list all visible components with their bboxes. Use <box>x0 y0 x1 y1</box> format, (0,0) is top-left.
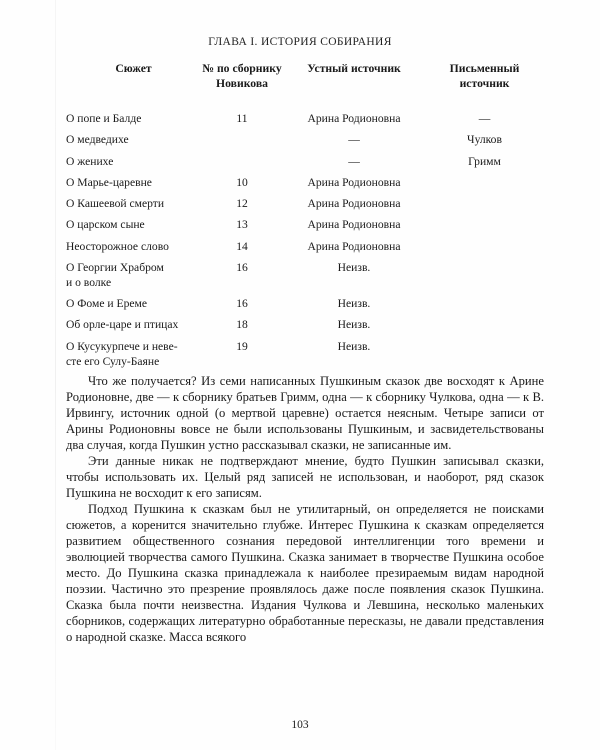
cell-oral-source: Неизв. <box>337 318 371 332</box>
cell-subject <box>66 108 201 129</box>
table-row <box>66 150 544 171</box>
cell-written-source <box>425 172 544 193</box>
cell-subject-line1: О попе и Балде <box>66 112 142 126</box>
cell-written-source: — <box>478 112 491 126</box>
cell-written-source <box>425 257 544 293</box>
cell-subject <box>66 235 201 256</box>
cell-written-source <box>425 293 544 314</box>
cell-oral-source: — <box>348 133 360 147</box>
table-header-row <box>66 62 544 108</box>
cell-subject <box>66 214 201 235</box>
cell-oral-source: Арина Родионовна <box>307 239 401 253</box>
cell-oral-source: — <box>348 154 360 168</box>
table-row <box>66 336 544 372</box>
cell-subject-line1: Неосторожное слово <box>66 239 169 253</box>
table-row <box>66 235 544 256</box>
cell-subject-line1: О женихе <box>66 154 114 168</box>
cell-subject <box>66 129 201 150</box>
cell-subject <box>66 150 201 171</box>
cell-oral-source: Неизв. <box>337 297 371 311</box>
cell-written-source <box>425 235 544 256</box>
cell-subject-line1: О медведихе <box>66 133 129 147</box>
cell-oral-source: Неизв. <box>337 339 371 353</box>
cell-written-source: Чулков <box>467 133 502 147</box>
column-header-number-line1: № по сборнику <box>202 62 282 75</box>
cell-written-source <box>425 314 544 335</box>
table-header-row-group <box>66 62 544 108</box>
page-gutter-edge <box>55 0 56 750</box>
sources-table <box>66 62 544 372</box>
cell-subject <box>66 293 201 314</box>
cell-number <box>201 150 283 171</box>
cell-oral-source: Арина Родионовна <box>307 112 401 126</box>
cell-subject-line1: О царском сыне <box>66 218 145 232</box>
cell-subject-line1: О Георгии Храбром <box>66 260 164 274</box>
paragraph: Подход Пушкина к сказкам был не утилитарный, он определяется не поисками сюжетов, а коренится значительно глубже. Интерес Пушкина к сказкам определяется развитием общественного сознания передовой интеллигенции того времени и эволюцией творчества самого Пушкина. Сказка занимает в творчестве Пушкина особое место. До Пушкина сказка принадлежала к наиболее презираемым видам народной поэзии. Частично это презрение проявлялось даже после появления сказок Пушкина. Сказка была почти неизвестна. Издания Чулкова и Левшина, несколько маленьких сборников, содержащих литературно обработанные пересказы, не давали представления о народной сказке. Масса всякого <box>66 501 544 644</box>
body-text-block <box>66 374 544 645</box>
cell-subject-line1: О Кашеевой смерти <box>66 197 165 211</box>
cell-subject-line1: О Марье-царевне <box>66 175 152 189</box>
cell-oral-source: Арина Родионовна <box>307 197 401 211</box>
cell-number: 11 <box>236 112 248 126</box>
cell-subject-line1: Об орле-царе и птицах <box>66 318 179 332</box>
cell-number: 18 <box>236 318 248 332</box>
column-header-written-line1: Письменный <box>449 62 520 75</box>
cell-subject-line2: сте его Сулу-Баяне <box>66 354 160 368</box>
cell-subject <box>66 193 201 214</box>
table-row <box>66 108 544 129</box>
cell-oral-source: Арина Родионовна <box>307 175 401 189</box>
table-row <box>66 172 544 193</box>
cell-number: 12 <box>236 197 248 211</box>
column-header-written-source <box>425 62 544 108</box>
cell-oral-source: Арина Родионовна <box>307 218 401 232</box>
table-row <box>66 214 544 235</box>
cell-subject <box>66 336 201 372</box>
cell-written-source <box>425 214 544 235</box>
cell-number: 10 <box>236 175 248 189</box>
cell-number: 14 <box>236 239 248 253</box>
table-row <box>66 129 544 150</box>
cell-subject <box>66 172 201 193</box>
running-head: ГЛАВА I. ИСТОРИЯ СОБИРАНИЯ <box>208 36 392 48</box>
paragraph: Эти данные никак не подтверждают мнение, будто Пушкин записывал сказки, чтобы использовать их. Целый ряд записей не использован, и наоборот, ряд сказок Пушкина не восходит к его записям. <box>66 453 544 500</box>
column-header-subject: Сюжет <box>115 62 152 75</box>
cell-number: 16 <box>236 260 248 274</box>
column-header-oral-source: Устный источник <box>307 62 401 75</box>
cell-number: 19 <box>236 339 248 353</box>
table-body <box>66 108 544 372</box>
cell-number <box>201 129 283 150</box>
cell-written-source <box>425 193 544 214</box>
cell-subject-line1: О Кусукурпече и неве- <box>66 339 178 353</box>
column-header-number-line2: Новикова <box>216 76 268 90</box>
table-row <box>66 293 544 314</box>
column-header-written-line2: источник <box>459 76 510 90</box>
cell-number: 16 <box>236 297 248 311</box>
cell-written-source <box>425 336 544 372</box>
cell-number: 13 <box>236 218 248 232</box>
table-row <box>66 193 544 214</box>
page-number: 103 <box>291 719 309 731</box>
table-row <box>66 314 544 335</box>
cell-written-source: Гримм <box>468 154 501 168</box>
cell-subject <box>66 257 201 293</box>
column-header-number <box>201 62 283 108</box>
cell-subject <box>66 314 201 335</box>
paragraph: Что же получается? Из семи написанных Пушкиным сказок две восходят к Арине Родионовне, две — к сборнику братьев Гримм, одна — к сборнику Чулкова, одна — к В. Ирвингу, источник одной (о мертвой царевне) остается неясным. Четыре записи от Арины Родионовны вовсе не были использованы Пушкиным, и засвидетельствованы два случая, когда Пушкин устно рассказывал сказки, не записанные им. <box>66 374 544 452</box>
cell-oral-source: Неизв. <box>337 260 371 274</box>
table-row <box>66 257 544 293</box>
cell-subject-line2: и о волке <box>66 275 112 289</box>
sources-table-container <box>66 62 544 372</box>
cell-subject-line1: О Фоме и Ереме <box>66 297 147 311</box>
